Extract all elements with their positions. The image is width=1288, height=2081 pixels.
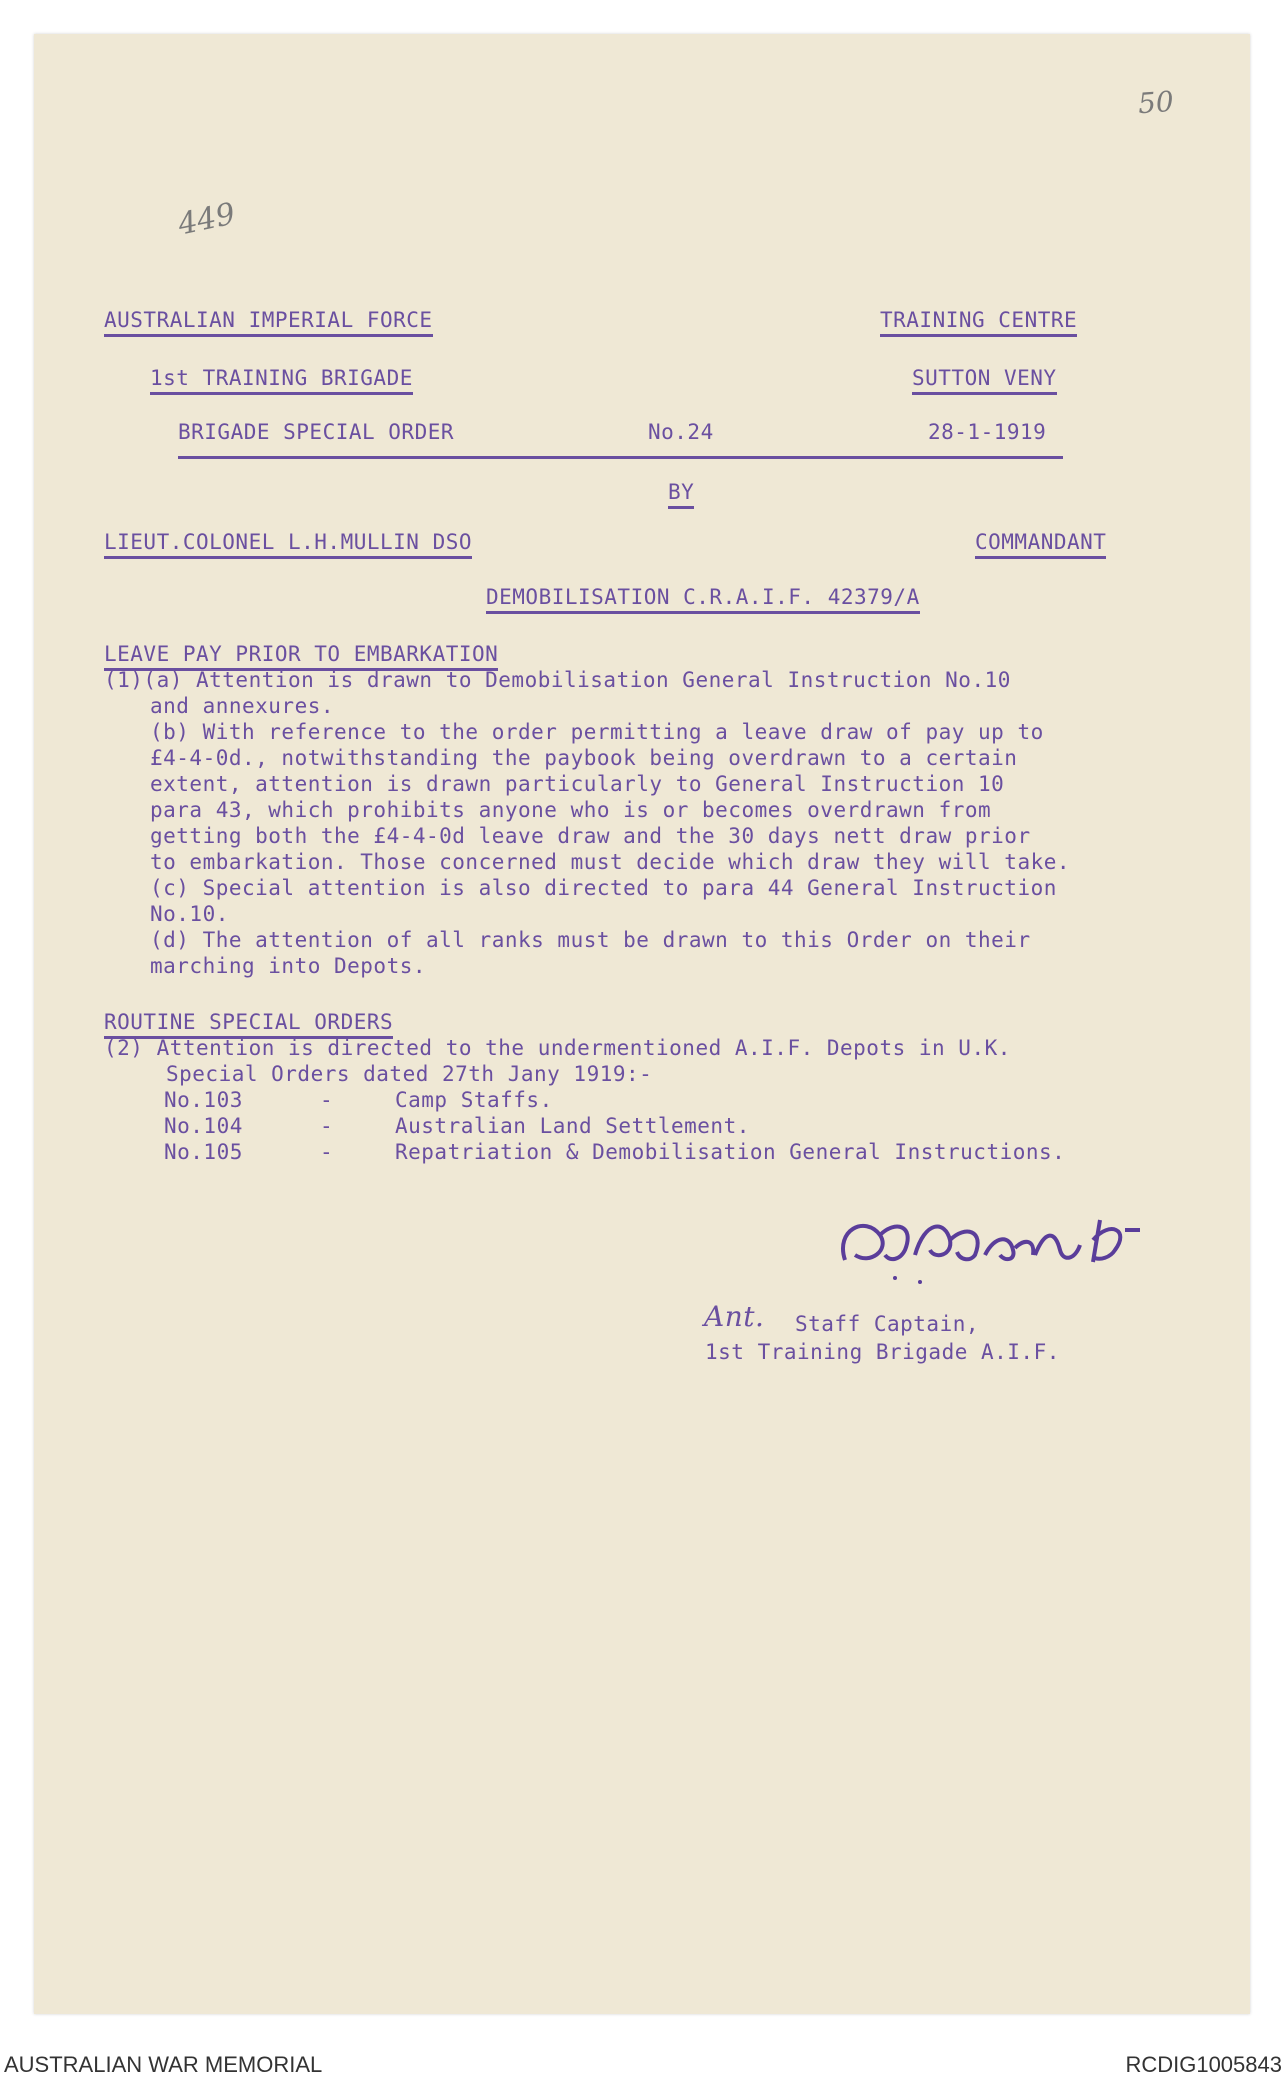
signature-title: Staff Captain, bbox=[795, 1312, 980, 1336]
order-item-text: Repatriation & Demobilisation General Instructions. bbox=[395, 1140, 1066, 1164]
subject-line: DEMOBILISATION C.R.A.I.F. 42379/A bbox=[486, 585, 920, 614]
handwritten-signature bbox=[835, 1200, 1195, 1290]
order-item-text: Camp Staffs. bbox=[395, 1088, 553, 1112]
order-item-number: No.103 bbox=[164, 1088, 243, 1112]
order-item-number: No.104 bbox=[164, 1114, 243, 1138]
order-item-dash: - bbox=[320, 1140, 334, 1164]
order-date: 28-1-1919 bbox=[928, 420, 1047, 444]
section1-heading: LEAVE PAY PRIOR TO EMBARKATION bbox=[104, 642, 498, 671]
location-heading: SUTTON VENY bbox=[912, 366, 1057, 395]
section1-line: (1)(a) Attention is drawn to Demobilisation General Instruction No.10 bbox=[104, 668, 1011, 692]
signature-unit: 1st Training Brigade A.I.F. bbox=[705, 1340, 1060, 1364]
section1-line: getting both the £4-4-0d leave draw and the 30 days nett draw prior bbox=[150, 824, 1031, 848]
section2-heading: ROUTINE SPECIAL ORDERS bbox=[104, 1010, 393, 1039]
section1-line: and annexures. bbox=[150, 694, 335, 718]
signature-prefix: Ant. bbox=[704, 1300, 765, 1333]
section1-line: No.10. bbox=[150, 902, 229, 926]
section1-line: para 43, which prohibits anyone who is or becomes overdrawn from bbox=[150, 798, 992, 822]
footer-id: RCDIG1005843 bbox=[1125, 2052, 1282, 2077]
officer-role: COMMANDANT bbox=[975, 530, 1106, 559]
order-item-dash: - bbox=[320, 1088, 334, 1112]
section1-line: marching into Depots. bbox=[150, 954, 427, 978]
centre-heading: TRAINING CENTRE bbox=[880, 308, 1077, 337]
order-number: No.24 bbox=[648, 420, 714, 444]
section1-line: to embarkation. Those concerned must decide which draw they will take. bbox=[150, 850, 1071, 874]
section2-line: (2) Attention is directed to the undermentioned A.I.F. Depots in U.K. bbox=[104, 1036, 1011, 1060]
order-item-number: No.105 bbox=[164, 1140, 243, 1164]
force-heading: AUSTRALIAN IMPERIAL FORCE bbox=[104, 308, 433, 337]
section1-line: (c) Special attention is also directed to para 44 General Instruction bbox=[150, 876, 1057, 900]
order-title: BRIGADE SPECIAL ORDER bbox=[178, 420, 455, 444]
page-number-annotation: 449 bbox=[174, 196, 239, 243]
brigade-heading: 1st TRAINING BRIGADE bbox=[150, 366, 413, 395]
order-item-dash: - bbox=[320, 1114, 334, 1138]
order-item-text: Australian Land Settlement. bbox=[395, 1114, 750, 1138]
by-label: BY bbox=[668, 480, 694, 509]
section1-line: extent, attention is drawn particularly to General Instruction 10 bbox=[150, 772, 1005, 796]
section1-line: (d) The attention of all ranks must be drawn to this Order on their bbox=[150, 928, 1031, 952]
order-title-row bbox=[178, 420, 1063, 459]
footer-source: AUSTRALIAN WAR MEMORIAL bbox=[4, 2052, 323, 2077]
section2-line: Special Orders dated 27th Jany 1919:- bbox=[166, 1062, 653, 1086]
section1-line: (b) With reference to the order permitting a leave draw of pay up to bbox=[150, 720, 1044, 744]
officer-name: LIEUT.COLONEL L.H.MULLIN DSO bbox=[104, 530, 472, 559]
folio-number: 50 bbox=[1136, 84, 1175, 121]
section1-line: £4-4-0d., notwithstanding the paybook being overdrawn to a certain bbox=[150, 746, 1018, 770]
